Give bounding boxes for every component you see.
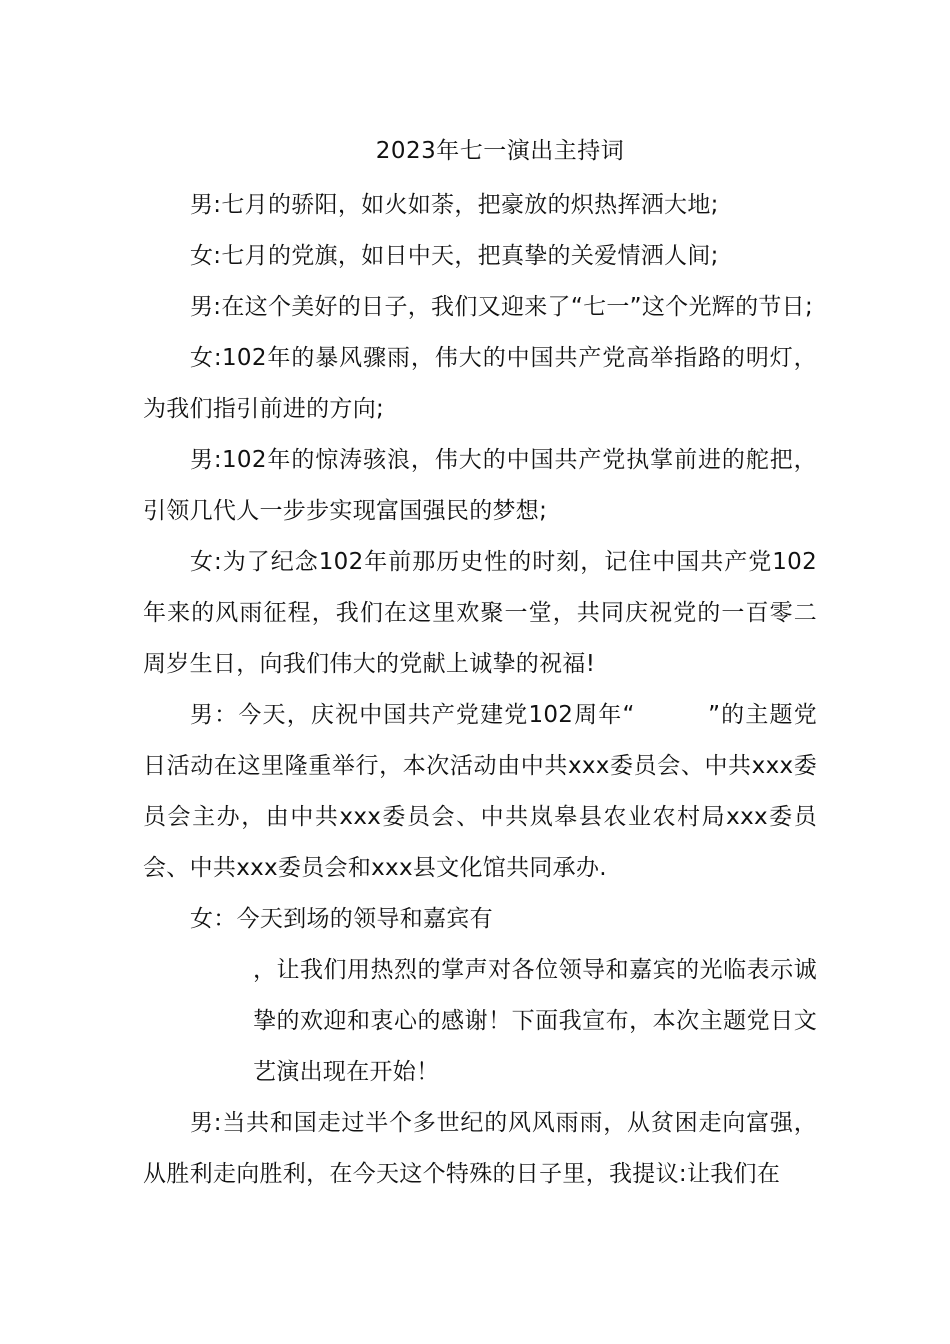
- paragraph: 男:在这个美好的日子，我们又迎来了“七一”这个光辉的节日;: [190, 294, 814, 320]
- paragraph: 女:为了纪念102年前那历史性的时刻，记住中国共产党102年来的风雨征程，我们在这里欢聚一堂，共同庆祝党的一百零二周岁生日，向我们伟大的党献上诚挚的祝福!: [143, 549, 817, 677]
- paragraph-continuation: ，让我们用热烈的掌声对各位领导和嘉宾的光临表示诚挚的欢迎和衷心的感谢！下面我宣布，本次主题党日文艺演出现在开始！: [253, 957, 817, 1085]
- paragraph: 男:102年的惊涛骇浪，伟大的中国共产党执掌前进的舵把，引领几代人一步步实现富国强民的梦想;: [143, 447, 817, 524]
- paragraph: 女:七月的党旗，如日中天，把真挚的关爱情洒人间;: [190, 243, 719, 269]
- paragraph: 男:当共和国走过半个多世纪的风风雨雨，从贫困走向富强，从胜利走向胜利，在今天这个特殊的日子里，我提议:让我们在: [143, 1110, 817, 1187]
- paragraph: 女:102年的暴风骤雨，伟大的中国共产党高举指路的明灯，为我们指引前进的方向;: [143, 345, 817, 422]
- document-body: [143, 180, 817, 1200]
- paragraph: 男:七月的骄阳，如火如荼，把豪放的炽热挥洒大地;: [190, 192, 719, 218]
- paragraph: 女：今天到场的领导和嘉宾有: [190, 906, 493, 932]
- paragraph: 男：今天，庆祝中国共产党建党102周年“ ”的主题党日活动在这里隆重举行，本次活动由中共xxx委员会、中共xxx委员会主办，由中共xxx委员会、中共岚皋县农业农村局xxx委员会、中共xxx委员会和xxx县文化馆共同承办.: [143, 702, 817, 881]
- document-title: 2023年七一演出主持词: [375, 138, 625, 164]
